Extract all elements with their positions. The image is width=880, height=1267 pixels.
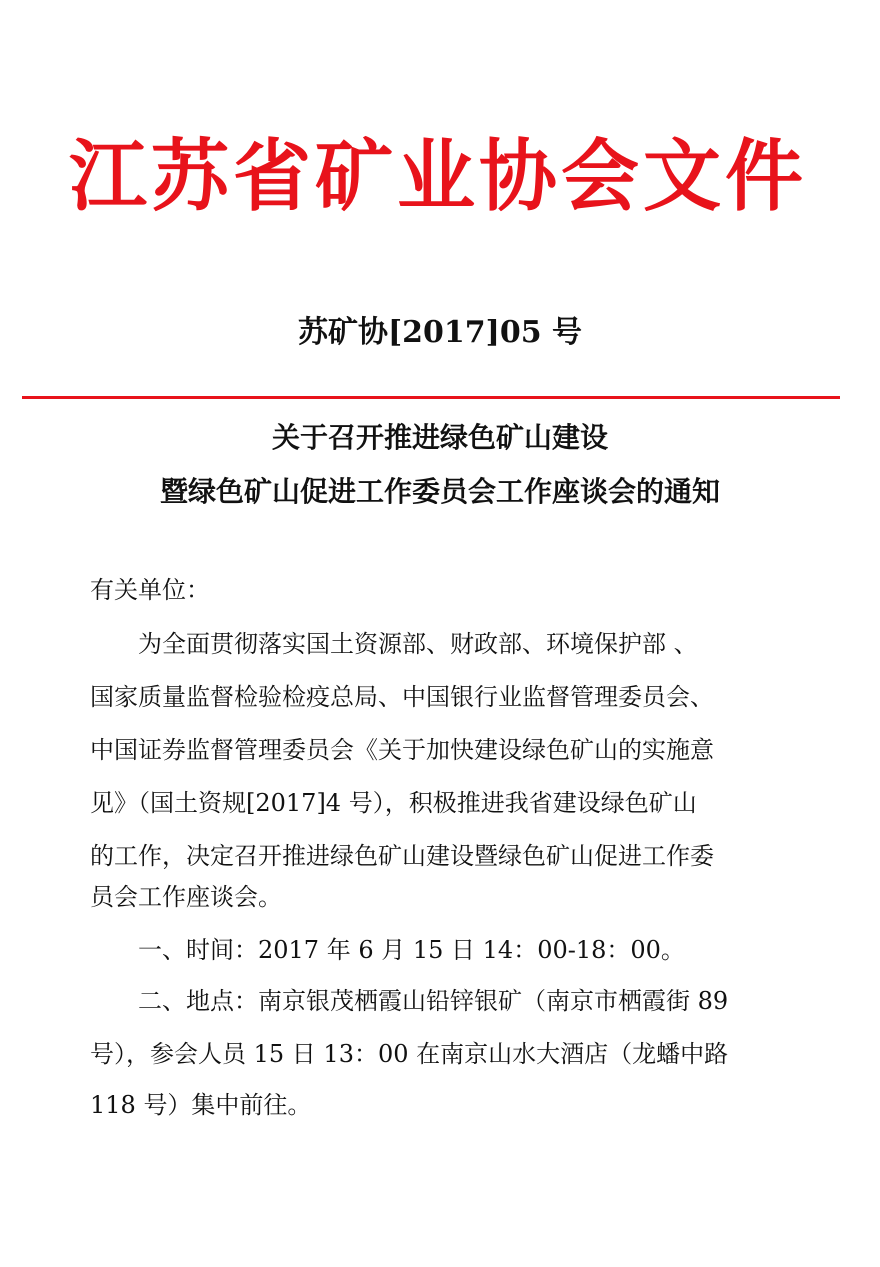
body-line-2: 国家质量监督检验检疫总局、中国银行业监督管理委员会、	[90, 683, 714, 711]
body-line-location-3: 118 号）集中前往。	[90, 1091, 312, 1119]
body-line-5: 的工作，决定召开推进绿色矿山建设暨绿色矿山促进工作委	[90, 842, 714, 870]
addressee: 有关单位：	[90, 576, 210, 604]
body-line-location-2: 号），参会人员 15 日 13：00 在南京山水大酒店（龙蟠中路	[90, 1040, 729, 1068]
body-line-1: 为全面贯彻落实国土资源部、财政部、环境保护部 、	[90, 630, 698, 658]
body-line-6: 员会工作座谈会。	[90, 883, 282, 911]
notice-title-line-2: 暨绿色矿山促进工作委员会工作座谈会的通知	[159, 475, 720, 508]
body-line-4: 见》（国土资规[2017]4 号），积极推进我省建设绿色矿山	[90, 789, 697, 817]
body-line-3: 中国证券监督管理委员会《关于加快建设绿色矿山的实施意	[90, 736, 714, 764]
red-divider-line	[22, 396, 840, 399]
document-number: 苏矿协[2017]05 号	[297, 315, 583, 350]
masthead-title: 江苏省矿业协会文件	[68, 131, 807, 222]
notice-title-line-1: 关于召开推进绿色矿山建设	[271, 421, 608, 454]
body-line-time: 一、时间：2017 年 6 月 15 日 14：00-18：00。	[90, 936, 685, 964]
body-line-location-1: 二、地点：南京银茂栖霞山铅锌银矿（南京市栖霞街 89	[90, 987, 729, 1015]
